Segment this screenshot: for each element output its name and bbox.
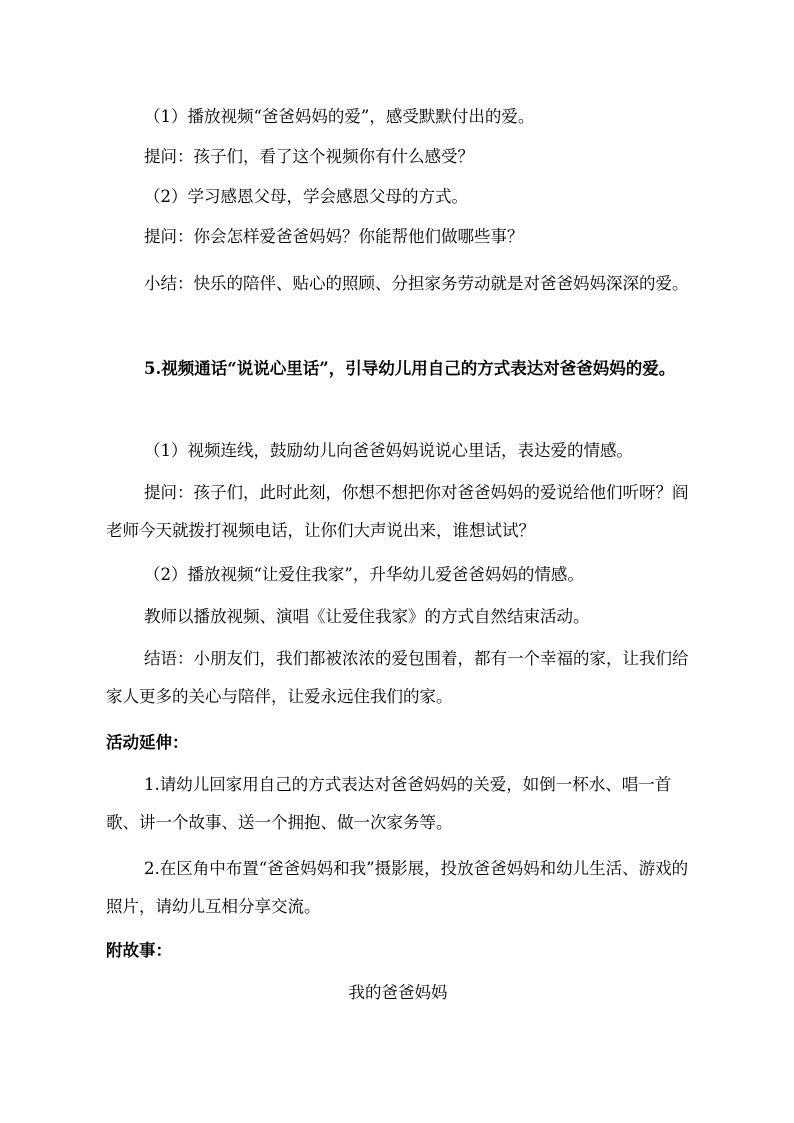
paragraph-play-video-home: （2）播放视频“让爱住我家”，升华幼儿爱爸爸妈妈的情感。: [144, 565, 584, 584]
section-heading-extension: 活动延伸：: [106, 733, 189, 752]
paragraph-learn-gratitude: （2）学习感恩父母，学会感恩父母的方式。: [144, 187, 468, 206]
paragraph-play-video: （1）播放视频“爸爸妈妈的爱”，感受默默付出的爱。: [144, 107, 535, 126]
paragraph-teacher-ending: 教师以播放视频、演唱《让爱住我家》的方式自然结束活动。: [144, 607, 590, 626]
paragraph-summary: 小结：快乐的陪伴、贴心的照顾、分担家务劳动就是对爸爸妈妈深深的爱。: [144, 274, 689, 293]
paragraph-video-connect: （1）视频连线，鼓励幼儿向爸爸妈妈说说心里话，表达爱的情感。: [144, 441, 633, 460]
paragraph-extension-2: 2.在区角中布置“爸爸妈妈和我”摄影展，投放爸爸妈妈和幼儿生活、游戏的照片，请幼儿互相分享交流。: [106, 859, 689, 916]
paragraph-question-love: 提问：你会怎样爱爸爸妈妈？你能帮他们做哪些事？: [144, 227, 524, 246]
paragraph-question-feeling: 提问：孩子们，看了这个视频你有什么感受？: [144, 147, 474, 166]
story-title: 我的爸爸妈妈: [348, 983, 448, 1002]
paragraph-question-now: 提问：孩子们，此时此刻，你想不想把你对爸爸妈妈的爱说给他们听呀？阎老师今天就拨打视频电话，让你们大声说出来，谁想试试？: [106, 483, 689, 540]
section-heading-story: 附故事：: [106, 941, 172, 960]
section-heading-video-call: 5.视频通话“说说心里话”，引导幼儿用自己的方式表达对爸爸妈妈的爱。: [144, 359, 676, 378]
paragraph-extension-1: 1.请幼儿回家用自己的方式表达对爸爸妈妈的关爱，如倒一杯水、唱一首歌、讲一个故事、送一个拥抱、做一次家务等。: [106, 775, 672, 832]
paragraph-closing-words: 结语：小朋友们，我们都被浓浓的爱包围着，都有一个幸福的家，让我们给家人更多的关心与陪伴，让爱永远住我们的家。: [106, 649, 689, 706]
